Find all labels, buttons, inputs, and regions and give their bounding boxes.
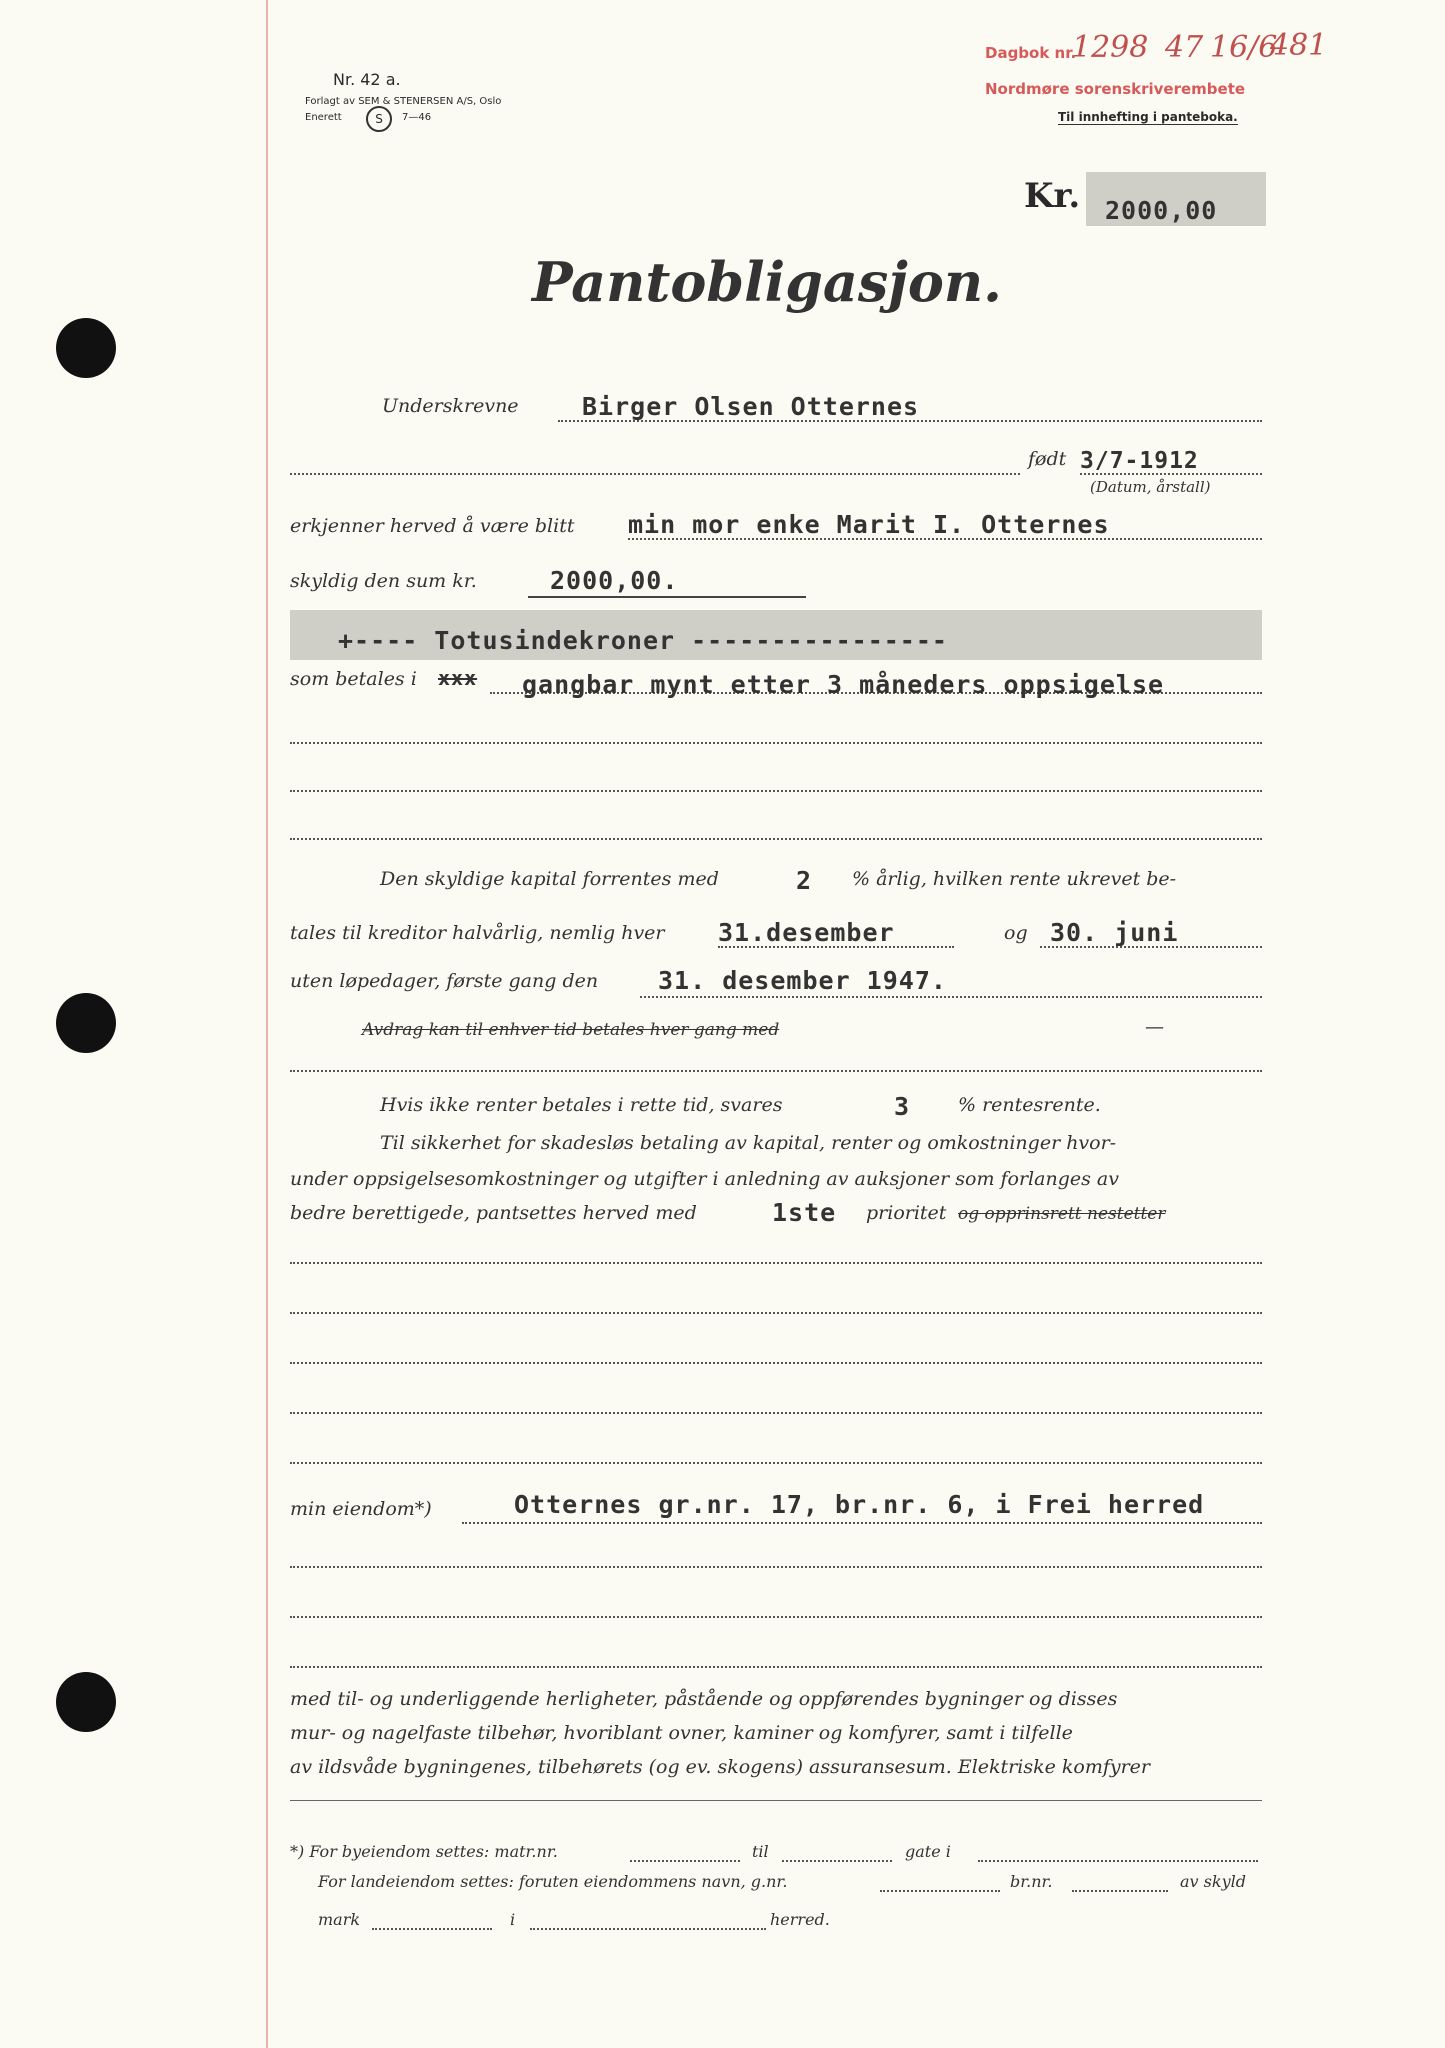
- stamp-year: 47: [1165, 30, 1204, 65]
- punch-hole: [56, 1672, 116, 1732]
- property-label: min eiendom*): [290, 1498, 432, 1520]
- struck-line: Avdrag kan til enhver tid betales hver gang med: [362, 1020, 780, 1040]
- footnote-line: br.nr.: [1010, 1872, 1053, 1891]
- undersigned-label: Underskrevne: [382, 395, 519, 417]
- footnote-line: *) For byeiendom settes: matr.nr.: [290, 1842, 558, 1861]
- punch-hole: [56, 318, 116, 378]
- penalty-rate: 3: [894, 1092, 911, 1121]
- interest-text: Den skyldige kapital forrentes med: [380, 868, 719, 890]
- priority-struck: og opprinsrett nestetter: [958, 1204, 1166, 1224]
- stamp-instruction: Til innhefting i panteboka.: [1058, 110, 1238, 124]
- with-text: med til- og underliggende herligheter, påstående og oppførendes bygninger og disses: [290, 1688, 1118, 1710]
- footnote-line: mark: [318, 1910, 361, 1929]
- footnote-line: For landeiendom settes: foruten eiendommens navn, g.nr.: [318, 1872, 788, 1891]
- born-value: 3/7-1912: [1080, 448, 1199, 474]
- penalty-text: % rentesrente.: [958, 1094, 1101, 1116]
- priority-label: prioritet: [866, 1202, 947, 1224]
- publisher-line: Forlagt av SEM & STENERSEN A/S, Oslo: [305, 96, 502, 107]
- publisher-enerett: Enerett: [305, 112, 342, 123]
- creditor-value: min mor enke Marit I. Otternes: [628, 510, 1110, 539]
- with-text: av ildsvåde bygningenes, tilbehørets (og ev. skogens) assuransesum. Elektriske komfyrer: [290, 1756, 1151, 1778]
- form-number: Nr. 42 a.: [333, 70, 401, 89]
- property-value: Otternes gr.nr. 17, br.nr. 6, i Frei herred: [514, 1490, 1205, 1519]
- stamp-page: 481: [1270, 28, 1328, 63]
- footnote-line: i: [510, 1910, 516, 1929]
- margin-line: [266, 0, 268, 2048]
- stamp-office: Nordmøre sorenskriverembete: [985, 80, 1246, 98]
- born-hint: (Datum, årstall): [1090, 478, 1211, 496]
- security-text: under oppsigelsesomkostninger og utgifter i anledning av auksjoner som forlanges av: [290, 1168, 1119, 1190]
- interest-rate: 2: [796, 866, 813, 895]
- interest-date: 31.desember: [718, 918, 895, 947]
- priority-value: 1ste: [772, 1198, 837, 1227]
- sum-words: +---- Totusindekroner ----------------: [338, 626, 948, 655]
- amount-label: Kr.: [1024, 176, 1081, 216]
- interest-text: % årlig, hvilken rente ukrevet be-: [852, 868, 1177, 890]
- footnote-line: til: [752, 1842, 769, 1861]
- publisher-date: 7—46: [402, 112, 432, 123]
- sum-value: 2000,00.: [550, 566, 679, 595]
- sum-label: skyldig den sum kr.: [290, 570, 477, 592]
- payment-label: som betales i: [290, 668, 417, 690]
- born-label: født: [1028, 448, 1067, 470]
- payment-value: gangbar mynt etter 3 måneders oppsigelse: [522, 670, 1165, 699]
- interest-date: 30. juni: [1050, 918, 1179, 947]
- payment-struck: xxx: [438, 666, 478, 690]
- undersigned-value: Birger Olsen Otternes: [582, 392, 920, 421]
- struck-dash: —: [1145, 1016, 1164, 1038]
- with-text: mur- og nagelfaste tilbehør, hvoriblant ovner, kaminer og komfyrer, samt i tilfelle: [290, 1722, 1073, 1744]
- interest-and: og: [1004, 922, 1028, 944]
- acknowledge-label: erkjenner herved å være blitt: [290, 515, 575, 537]
- page-title: Pantobligasjon.: [532, 250, 1002, 314]
- first-date: 31. desember 1947.: [658, 966, 947, 995]
- footnote-line: gate i: [905, 1842, 951, 1861]
- footnote-line: av skyld: [1180, 1872, 1246, 1891]
- penalty-text: Hvis ikke renter betales i rette tid, svares: [380, 1094, 783, 1116]
- interest-text: tales til kreditor halvårlig, nemlig hver: [290, 922, 665, 944]
- amount-value: 2000,00: [1105, 196, 1218, 225]
- punch-hole: [56, 993, 116, 1053]
- stamp-date: 16/6: [1210, 30, 1278, 65]
- publisher-logo-icon: S: [366, 106, 392, 132]
- interest-text: uten løpedager, første gang den: [290, 970, 599, 992]
- footnote-line: herred.: [770, 1910, 830, 1929]
- stamp-diary-label: Dagbok nr.: [985, 44, 1077, 62]
- stamp-diary-number: 1298: [1072, 30, 1149, 65]
- security-text: bedre berettigede, pantsettes herved med: [290, 1202, 697, 1224]
- security-text: Til sikkerhet for skadesløs betaling av kapital, renter og omkostninger hvor-: [380, 1132, 1117, 1154]
